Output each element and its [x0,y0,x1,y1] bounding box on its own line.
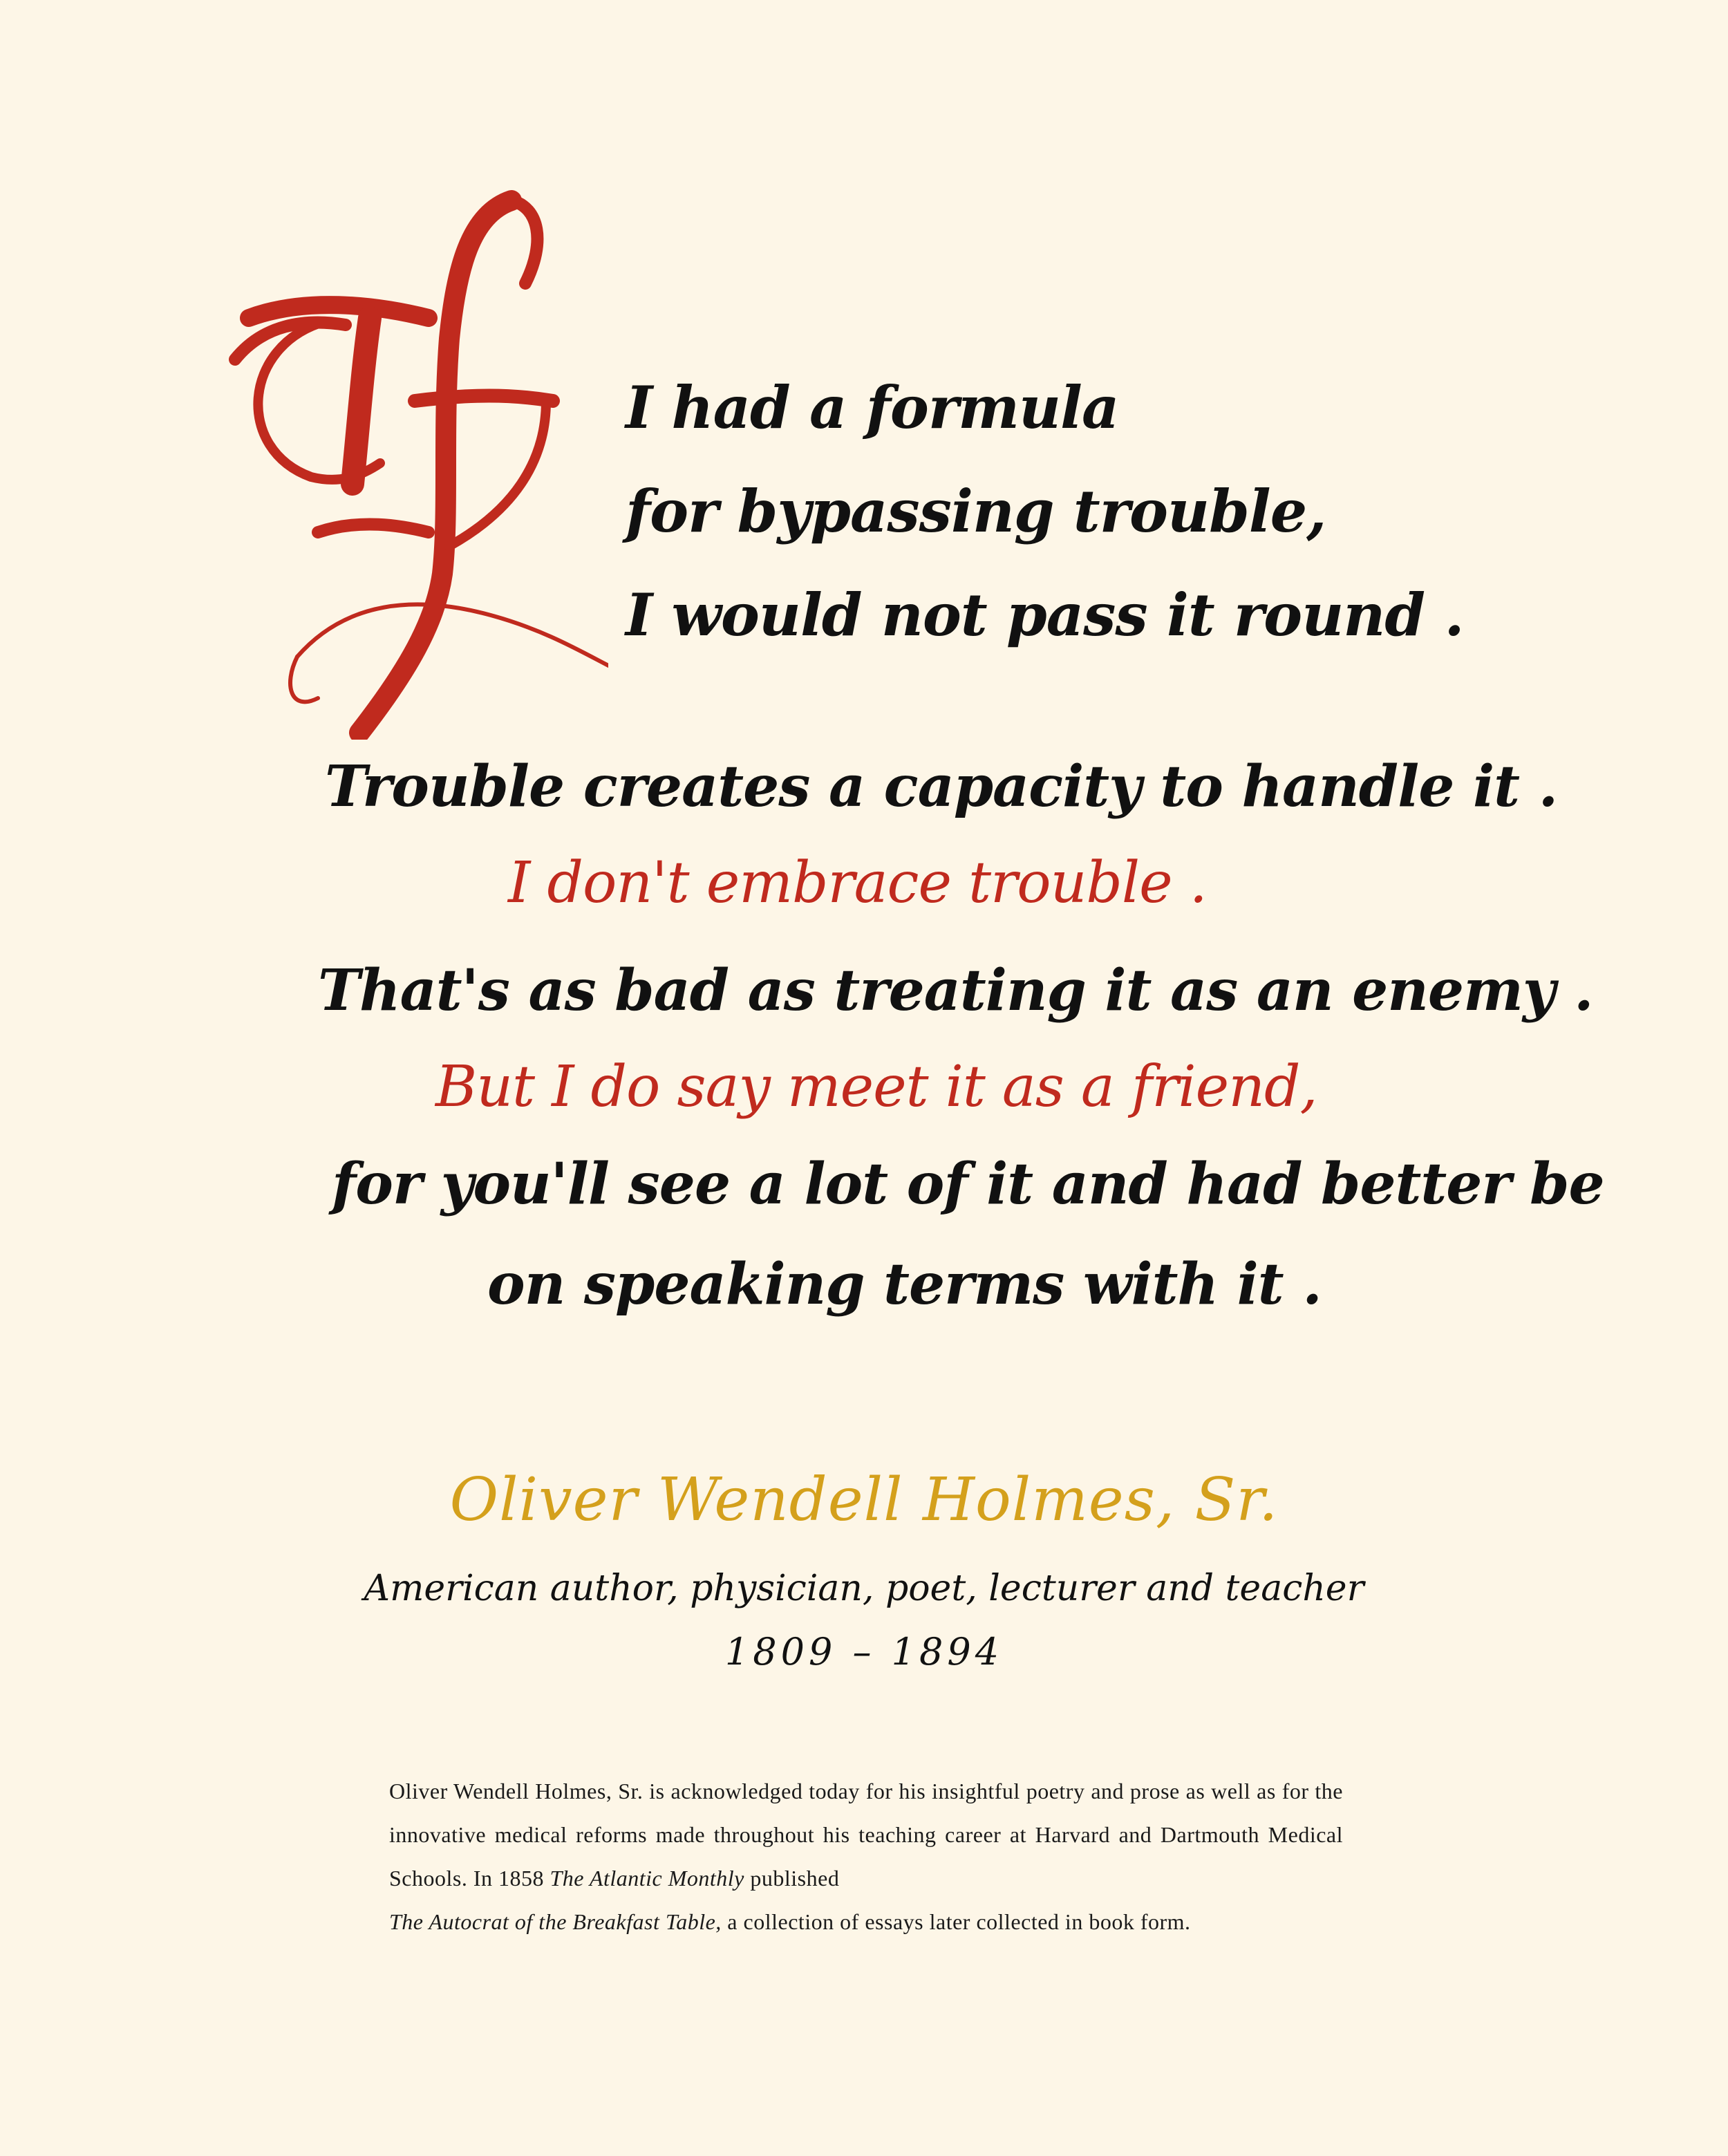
intro-line-3: I would not pass it round . [626,581,1464,649]
bio-text-3: a collection of essays later collected in book form. [721,1909,1191,1934]
author-name: Oliver Wendell Holmes, Sr. [449,1465,1279,1535]
drop-cap-if [221,187,608,740]
bio-text-2: published [744,1866,840,1891]
quote-line-6: on speaking terms with it . [487,1251,1322,1318]
bio-text-1: Oliver Wendell Holmes, Sr. is acknowledged today for his insightful poetry and prose as well as for the innovative medical reforms made throughout his teaching career at Harvard and Dartmouth Medical Schools. In 1858 [389,1779,1343,1891]
quote-line-5: for you'll see a lot of it and had better be [332,1151,1604,1217]
intro-line-1: I had a formula [626,373,1119,442]
quote-line-2: I don't embrace trouble . [508,850,1207,916]
intro-line-2: for bypassing trouble, [626,477,1326,545]
bio-title-autocrat: The Autocrat of the Breakfast Table, [389,1909,722,1934]
author-description: American author, physician, poet, lecturer and teacher [364,1568,1364,1609]
bio-title-atlantic: The Atlantic Monthly [550,1866,744,1891]
quote-line-1: Trouble creates a capacity to handle it . [325,753,1558,820]
quote-line-4: But I do say meet it as a friend, [435,1054,1317,1120]
author-years: 1809 – 1894 [724,1630,1004,1674]
bio-paragraph [389,1770,1343,1944]
quote-line-3: That's as bad as treating it as an enemy . [318,957,1593,1024]
